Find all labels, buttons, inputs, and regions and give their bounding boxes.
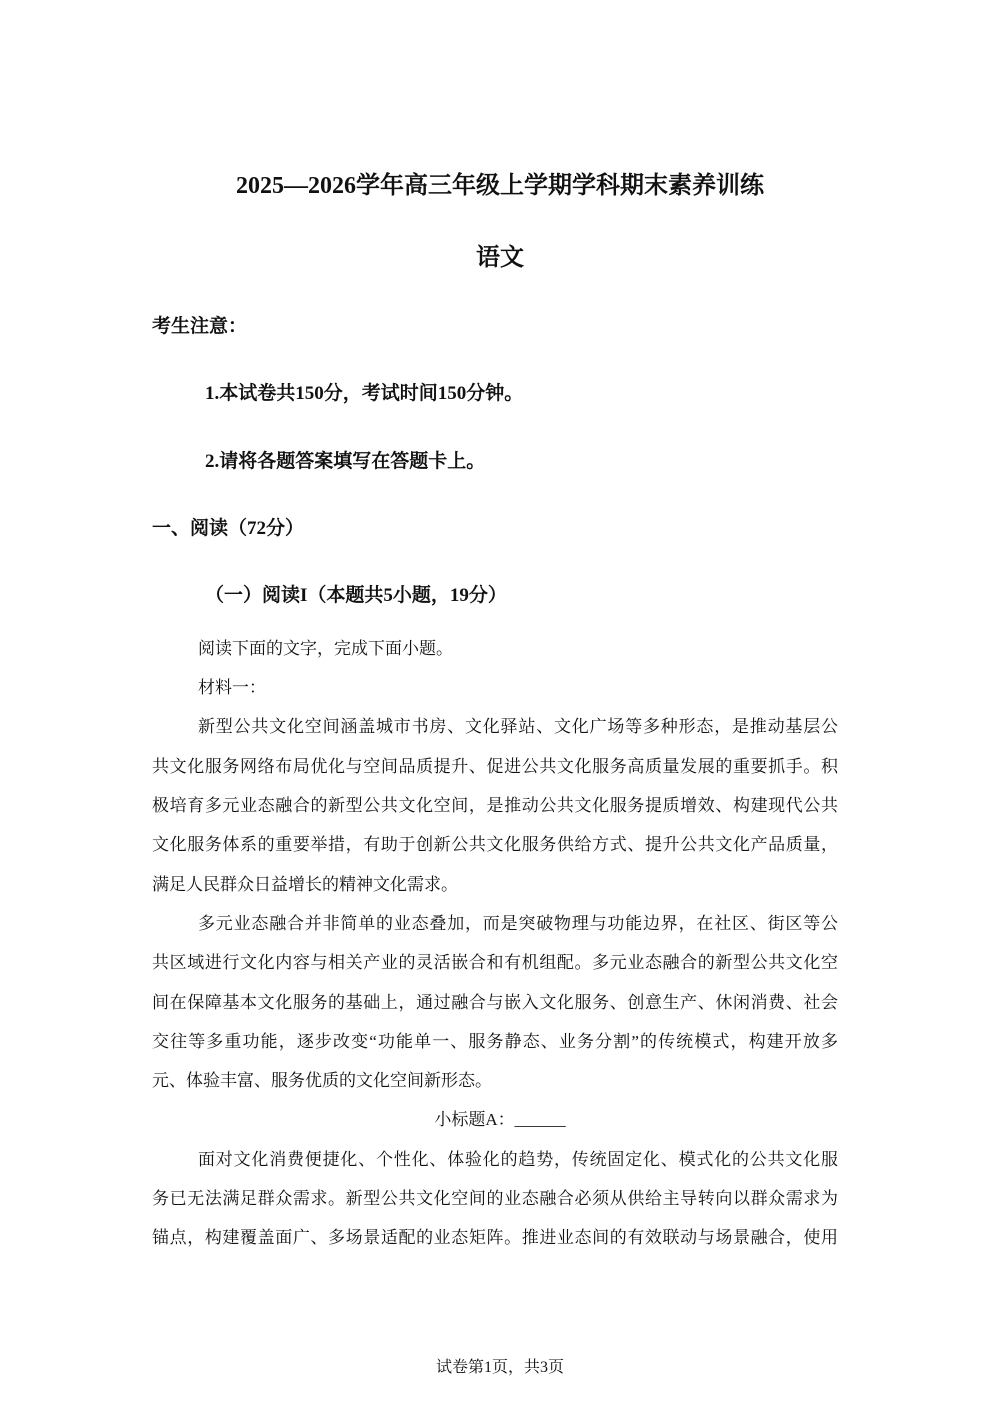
notice-item-1: 1.本试卷共150分，考试时间150分钟。	[205, 383, 524, 404]
subject-title: 语文	[476, 245, 524, 271]
subsection-heading: （一）阅读I（本题共5小题，19分）	[205, 585, 507, 606]
paragraph-1-line-1: 新型公共文化空间涵盖城市书房、文化驿站、文化广场等多种形态，是推动基层公	[198, 717, 838, 736]
page-footer: 试卷第1页，共3页	[435, 1359, 564, 1376]
paragraph-3-line-3: 锚点，构建覆盖面广、多场景适配的业态矩阵。推进业态间的有效联动与场景融合，使用	[152, 1228, 838, 1247]
paragraph-1-line-5: 满足人民群众日益增长的精神文化需求。	[152, 875, 458, 894]
notice-heading: 考生注意：	[152, 316, 248, 337]
paragraph-2-line-2: 共区域进行文化内容与相关产业的灵活嵌合和有机组配。多元业态融合的新型公共文化空	[152, 953, 838, 972]
instruction-text: 阅读下面的文字，完成下面小题。	[198, 639, 453, 658]
paragraph-2-line-1: 多元业态融合并非简单的业态叠加，而是突破物理与功能边界，在社区、街区等公	[198, 914, 838, 933]
paragraph-1-line-2: 共文化服务网络布局优化与空间品质提升、促进公共文化服务高质量发展的重要抓手。积	[152, 757, 838, 776]
paragraph-3-line-2: 务已无法满足群众需求。新型公共文化空间的业态融合必须从供给主导转向以群众需求为	[152, 1189, 838, 1208]
material-label: 材料一：	[198, 678, 266, 697]
paragraph-3-line-1: 面对文化消费便捷化、个性化、体验化的趋势，传统固定化、模式化的公共文化服	[198, 1150, 838, 1169]
exam-title: 2025—2026学年高三年级上学期学科期末素养训练	[236, 173, 764, 199]
paragraph-2-line-4: 交往等多重功能，逐步改变“功能单一、服务静态、业务分割”的传统模式，构建开放多	[152, 1032, 838, 1051]
notice-item-2: 2.请将各题答案填写在答题卡上。	[205, 451, 486, 472]
section-heading: 一、阅读（72分）	[152, 518, 305, 539]
paragraph-2-line-3: 间在保障基本文化服务的基础上，通过融合与嵌入文化服务、创意生产、休闲消费、社会	[152, 993, 838, 1012]
paragraph-1-line-3: 极培育多元业态融合的新型公共文化空间，是推动公共文化服务提质增效、构建现代公共	[152, 796, 838, 815]
paragraph-1-line-4: 文化服务体系的重要举措，有助于创新公共文化服务供给方式、提升公共文化产品质量，	[152, 835, 838, 854]
paragraph-2-line-5: 元、体验丰富、服务优质的文化空间新形态。	[152, 1071, 492, 1090]
subtitle-a: 小标题A：______	[434, 1110, 566, 1129]
